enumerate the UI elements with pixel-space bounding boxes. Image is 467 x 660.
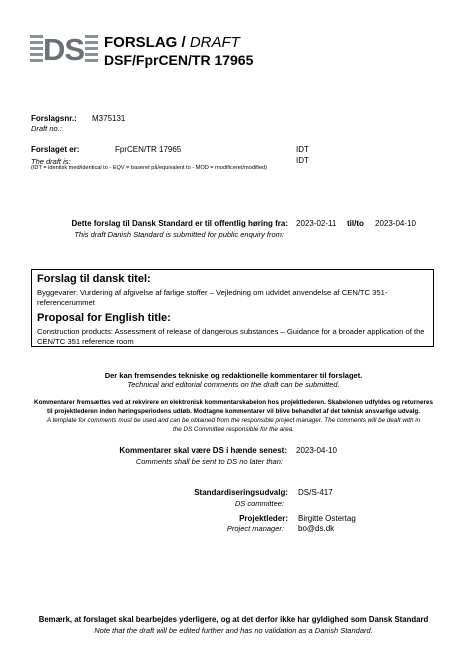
hearing-to-label: til/to bbox=[347, 219, 364, 228]
forslaget-label: Forslaget er: bbox=[31, 145, 80, 154]
manager-label-en: Project manager: bbox=[226, 524, 284, 533]
manager-name: Birgitte Ostertag bbox=[298, 514, 356, 523]
deadline-label-en: Comments shall be sent to DS no later than: bbox=[135, 457, 283, 466]
dk-title-heading: Forslag til dansk titel: bbox=[37, 273, 151, 285]
forslaget-label-en: The draft is: bbox=[31, 157, 71, 166]
forslaget-value: FprCEN/TR 17965 bbox=[115, 145, 182, 154]
dk-title-text: Byggevarer: Vurdering af afgivelse af farlige stoffer – Vejledning om udvidet anvendelse af CEN/TC 351-referencerummet bbox=[37, 288, 388, 307]
titles-box bbox=[31, 269, 434, 347]
hearing-from: 2023-02-11 bbox=[296, 219, 337, 228]
en-title-heading: Proposal for English title: bbox=[37, 312, 171, 324]
template-note-dk-2: til projektlederen inden høringsperiodens udløb. Modtagne kommentarer vil blive behandlet af det teknisk ansvarlige udvalg. bbox=[47, 408, 420, 415]
header-title bbox=[104, 34, 240, 52]
forslaget-legend: (IDT = identisk med/identical to - EQV = baseret på/equivalent to - MOD = modificeret/modified) bbox=[31, 165, 268, 171]
comments-note-en: Technical and editorial comments on the draft can be submitted. bbox=[127, 380, 340, 389]
header-forslag: FORSLAG / bbox=[104, 34, 190, 51]
footer-note-dk: Bemærk, at forslaget skal bearbejdes yderligere, og at det derfor ikke har gyldighed som Dansk Standard bbox=[38, 615, 429, 624]
hearing-to: 2023-04-10 bbox=[375, 219, 416, 228]
en-title-text: Construction products: Assessment of release of dangerous substances – Guidance for a broader application of the CEN/TC 351 reference room bbox=[37, 327, 425, 346]
hearing-label-en: This draft Danish Standard is submitted for public enquiry from: bbox=[74, 230, 284, 239]
deadline-value: 2023-04-10 bbox=[296, 446, 337, 455]
ds-logo bbox=[30, 32, 98, 67]
logo-stripes-right bbox=[85, 35, 98, 65]
forslagsnr-value: M375131 bbox=[92, 114, 126, 123]
deadline-label: Kommentarer skal være DS i hænde senest: bbox=[119, 446, 287, 455]
document-id: DSF/FprCEN/TR 17965 bbox=[104, 52, 254, 68]
comments-note-dk: Der kan fremsendes tekniske og redaktionelle kommentarer til forslaget. bbox=[104, 371, 363, 380]
manager-email[interactable]: bo@ds.dk bbox=[298, 524, 335, 533]
manager-label: Projektleder: bbox=[239, 514, 288, 523]
hearing-label: Dette forslag til Dansk Standard er til offentlig høring fra: bbox=[71, 219, 288, 228]
forslagsnr-label: Forslagsnr.: bbox=[31, 114, 77, 123]
committee-label-en: DS committee: bbox=[234, 499, 284, 508]
committee-value: DS/S-417 bbox=[298, 488, 333, 497]
committee-label: Standardiseringsudvalg: bbox=[194, 488, 288, 497]
forslaget-status-2: IDT bbox=[296, 156, 309, 165]
template-note-dk-1: Kommentarer fremsættes ved at rekvirere en elektronisk kommentarskabelon hos projektlederen. Skabelonen udfyldes og returneres bbox=[34, 399, 433, 406]
template-note-en-1: A template for comments must be used and can be obtained from the responsible project manager. The comments will be dealt with in bbox=[46, 417, 421, 424]
logo-stripes-left bbox=[30, 35, 43, 65]
forslagsnr-label-en: Draft no.: bbox=[31, 124, 62, 133]
logo-text: DS bbox=[43, 32, 85, 67]
template-note-en-2: the DS Committee responsible for the area. bbox=[172, 426, 295, 433]
header-draft: DRAFT bbox=[189, 34, 240, 51]
footer-note-en: Note that the draft will be edited further and has no validation as a Danish Standard. bbox=[94, 626, 373, 635]
forslaget-status-1: IDT bbox=[296, 145, 309, 154]
